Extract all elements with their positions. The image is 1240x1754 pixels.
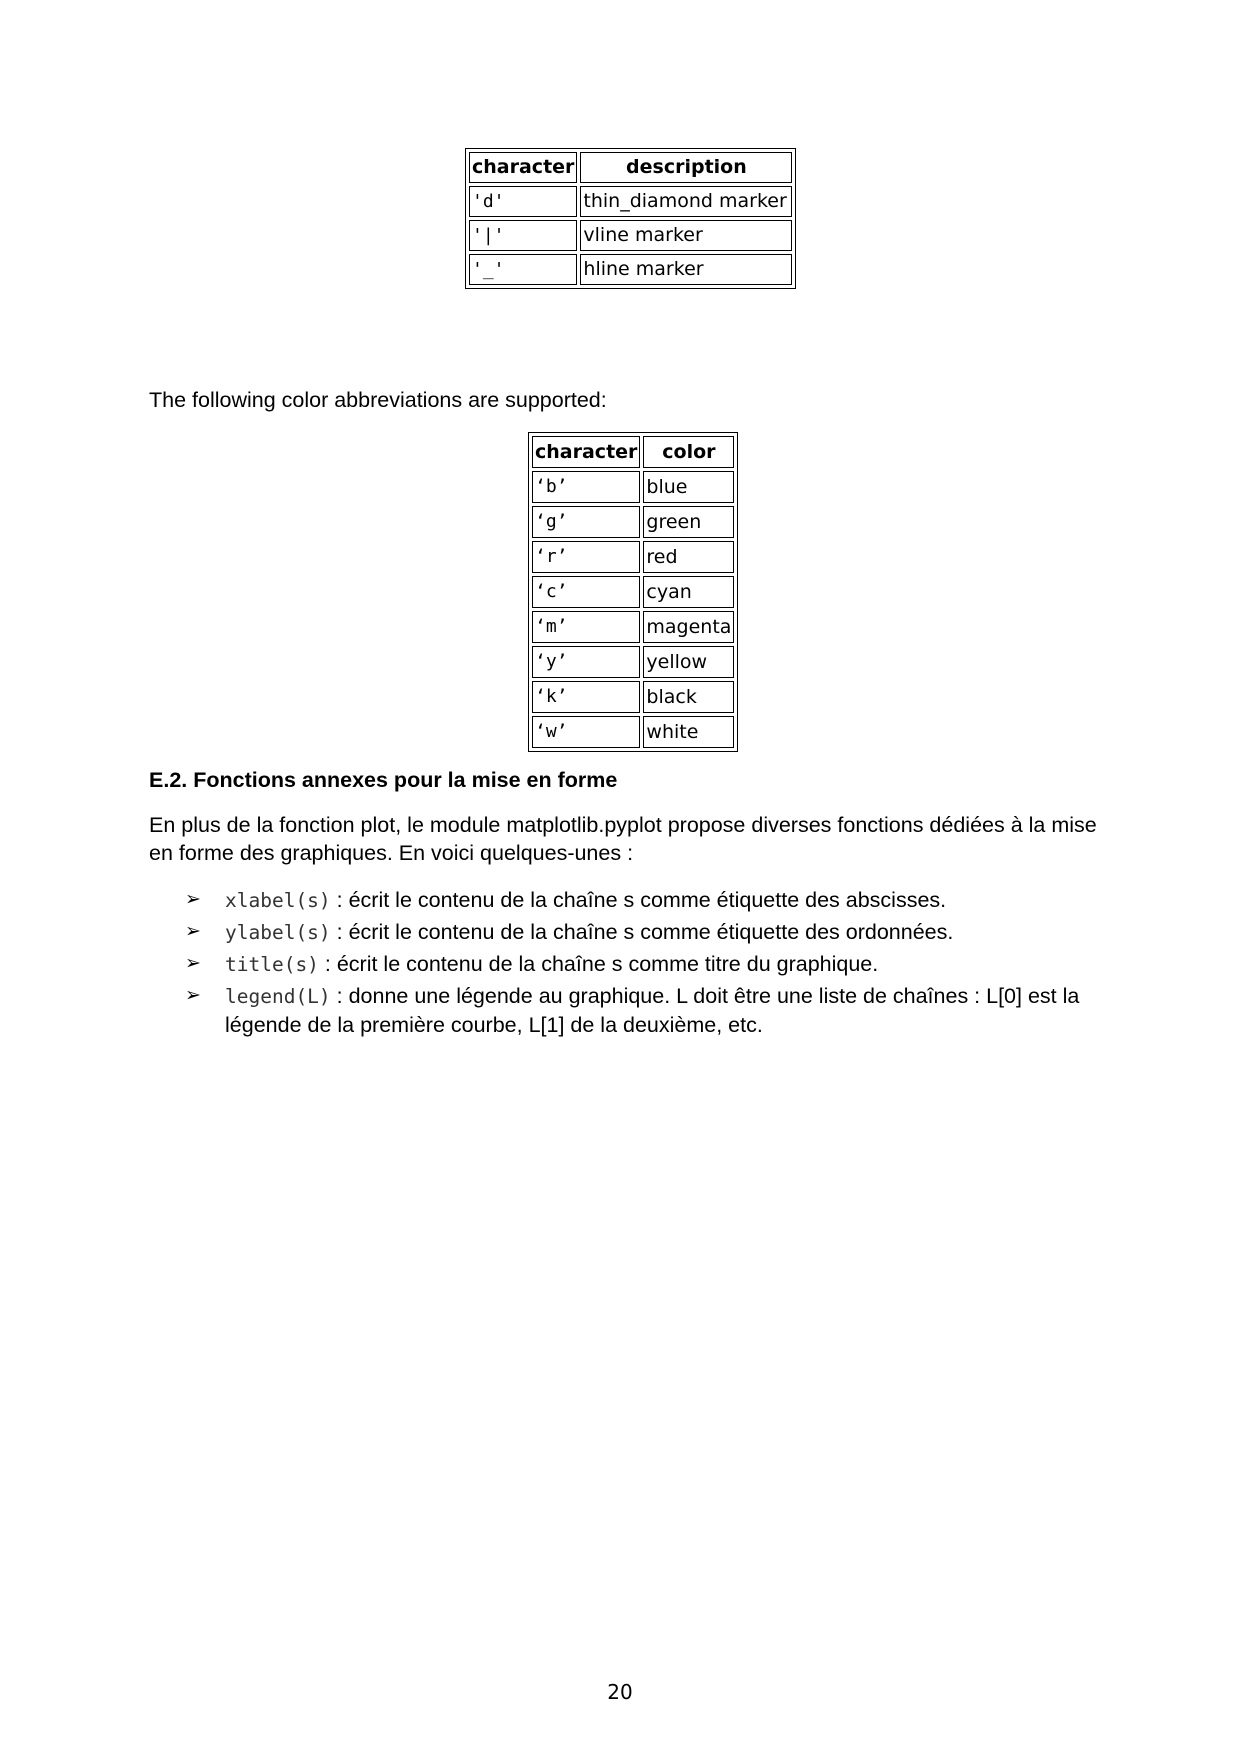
arrow-bullet-icon: ➢ [185,985,201,1006]
list-item [185,950,1105,979]
list-item [185,982,1105,1039]
color-abbreviations-intro: The following color abbreviations are supported: [149,388,607,412]
function-code: xlabel(s) [225,889,331,912]
table-row [532,576,734,608]
table-row [469,220,792,251]
list-item [185,918,1105,947]
column-header-color: color [643,436,734,468]
column-header-character: character [469,152,577,183]
marker-description: vline marker [580,220,792,251]
table-row [532,681,734,713]
table-header-row [469,152,792,183]
function-description: : donne une légende au graphique. L doit être une liste de chaînes : L[0] est la légende de la première courbe, L[1] de la deuxième, etc. [225,984,1080,1037]
function-code: legend(L) [225,985,331,1008]
arrow-bullet-icon: ➢ [185,889,201,910]
marker-description: thin_diamond marker [580,186,792,217]
color-name: cyan [643,576,734,608]
color-name: green [643,506,734,538]
marker-character: '|' [469,220,577,251]
marker-character: '_' [469,254,577,285]
color-character: ‘r’ [532,541,640,573]
section-heading: E.2. Fonctions annexes pour la mise en forme [149,768,618,792]
table-row [532,541,734,573]
table-row [469,186,792,217]
column-header-description: description [580,152,792,183]
color-table [528,432,738,752]
arrow-bullet-icon: ➢ [185,953,201,974]
list-item [185,886,1105,915]
color-character: ‘c’ [532,576,640,608]
color-name: black [643,681,734,713]
marker-character: 'd' [469,186,577,217]
section-paragraph: En plus de la fonction plot, le module matplotlib.pyplot propose diverses fonctions dédiées à la mise en forme des graphiques. En voici quelques-unes : [149,813,1097,865]
table-row [532,716,734,748]
color-character: ‘b’ [532,471,640,503]
table-header-row [532,436,734,468]
table-row [532,506,734,538]
function-code: title(s) [225,953,319,976]
color-name: magenta [643,611,734,643]
color-name: white [643,716,734,748]
function-description: : écrit le contenu de la chaîne s comme titre du graphique. [318,952,879,976]
color-name: yellow [643,646,734,678]
table-row [469,254,792,285]
color-character: ‘y’ [532,646,640,678]
marker-table [465,148,796,289]
color-name: red [643,541,734,573]
color-character: ‘m’ [532,611,640,643]
color-character: ‘g’ [532,506,640,538]
function-description: : écrit le contenu de la chaîne s comme étiquette des abscisses. [330,888,947,912]
function-code: ylabel(s) [225,921,331,944]
color-character: ‘w’ [532,716,640,748]
function-description: : écrit le contenu de la chaîne s comme étiquette des ordonnées. [330,920,954,944]
table-row [532,611,734,643]
color-name: blue [643,471,734,503]
color-character: ‘k’ [532,681,640,713]
arrow-bullet-icon: ➢ [185,921,201,942]
function-list [185,886,1105,1042]
page-number: 20 [607,1680,633,1704]
table-row [532,646,734,678]
table-row [532,471,734,503]
column-header-character: character [532,436,640,468]
marker-description: hline marker [580,254,792,285]
